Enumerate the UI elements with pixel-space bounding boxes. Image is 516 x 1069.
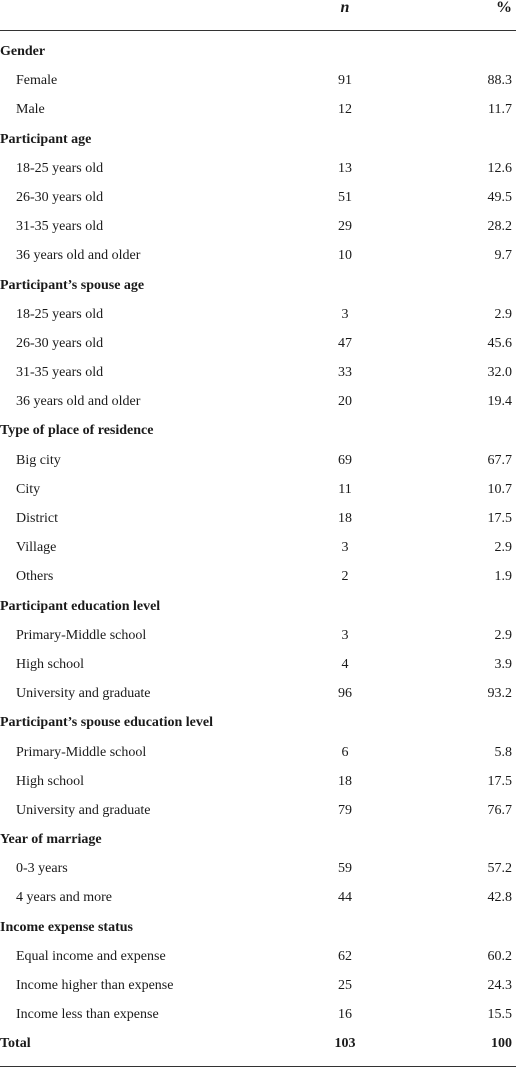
count-cell: 18 — [338, 511, 352, 526]
percent-cell: 2.9 — [494, 306, 512, 322]
percent-cell: 60.2 — [487, 948, 512, 964]
table-row — [0, 796, 516, 825]
percent-cell: 3.9 — [494, 656, 512, 672]
count-cell: 3 — [341, 540, 349, 556]
percent-cell: 15.5 — [487, 1007, 512, 1023]
category-row — [0, 416, 516, 445]
count-cell: 29 — [338, 219, 352, 235]
count-cell: 10 — [338, 248, 352, 264]
row-label: High school — [16, 773, 85, 789]
count-cell: 59 — [338, 861, 352, 877]
percent-cell: 19.4 — [487, 394, 512, 410]
table-row — [0, 300, 516, 329]
count-cell: 4 — [341, 656, 349, 672]
percent-cell: 9.7 — [494, 248, 512, 264]
count-cell: 20 — [338, 394, 352, 410]
percent-cell: 76.7 — [487, 802, 512, 818]
percent-cell: 11.7 — [488, 102, 512, 118]
row-label: 31-35 years old — [16, 365, 104, 381]
count-cell: 69 — [338, 452, 352, 468]
table-row — [0, 475, 516, 504]
count-cell: 62 — [338, 948, 352, 964]
table-row — [0, 504, 516, 533]
category-label: Year of marriage — [0, 832, 102, 848]
percent-cell: 1.9 — [494, 569, 512, 585]
percent-cell: 24.3 — [487, 978, 512, 993]
category-row — [0, 592, 516, 621]
count-cell: 91 — [338, 73, 352, 89]
count-cell: 44 — [338, 890, 352, 906]
table-row — [0, 679, 516, 708]
row-label: Primary-Middle school — [16, 627, 147, 643]
row-label: Village — [16, 540, 57, 556]
count-cell: 103 — [334, 1036, 356, 1052]
table-row — [0, 621, 516, 650]
row-label: Female — [16, 73, 58, 89]
row-label: 4 years and more — [16, 890, 113, 906]
category-row — [0, 708, 516, 737]
table-row — [0, 854, 516, 883]
column-header-n: n — [340, 0, 350, 16]
count-cell: 25 — [338, 978, 352, 993]
table-row — [0, 883, 516, 912]
row-label: 36 years old and older — [16, 394, 141, 410]
percent-cell: 32.0 — [487, 365, 512, 381]
percent-cell: 17.5 — [487, 773, 512, 789]
count-cell: 33 — [338, 365, 352, 381]
percent-cell: 49.5 — [487, 189, 512, 205]
percent-cell: 12.6 — [487, 160, 512, 176]
percent-cell: 5.8 — [494, 744, 512, 760]
percent-cell: 45.6 — [487, 335, 512, 351]
category-row — [0, 125, 516, 154]
percent-cell: 17.5 — [487, 511, 512, 526]
row-label: 18-25 years old — [16, 160, 104, 176]
table-row — [0, 241, 516, 270]
category-label: Income expense status — [0, 919, 133, 935]
row-label: Male — [16, 102, 45, 118]
row-label: 18-25 years old — [16, 306, 104, 322]
category-label: Participant’s spouse age — [0, 277, 145, 293]
row-label: Primary-Middle school — [16, 744, 147, 760]
percent-cell: 2.9 — [494, 627, 512, 643]
category-row — [0, 913, 516, 942]
row-label: Others — [16, 569, 54, 585]
count-cell: 6 — [341, 744, 349, 760]
count-cell: 13 — [338, 160, 352, 176]
row-label: District — [16, 511, 58, 526]
table-row — [0, 183, 516, 212]
table-row — [0, 66, 516, 95]
count-cell: 11 — [338, 481, 352, 497]
table-row — [0, 95, 516, 124]
percent-cell: 88.3 — [487, 73, 512, 89]
row-label: City — [16, 481, 41, 497]
row-label: High school — [16, 656, 85, 672]
count-cell: 96 — [338, 686, 352, 702]
row-label: 0-3 years — [16, 861, 68, 877]
table-row — [0, 562, 516, 591]
count-cell: 3 — [341, 627, 349, 643]
table-bottom-rule — [0, 1066, 516, 1067]
percent-cell: 2.9 — [494, 540, 512, 556]
row-label: Equal income and expense — [16, 948, 166, 964]
row-label: University and graduate — [16, 686, 151, 702]
table-header — [0, 0, 516, 31]
percent-cell: 42.8 — [487, 890, 512, 906]
row-label: 26-30 years old — [16, 335, 104, 351]
count-cell: 16 — [338, 1007, 352, 1023]
category-label: Participant age — [0, 131, 92, 147]
percent-cell: 67.7 — [487, 452, 512, 468]
category-label: Type of place of residence — [0, 423, 154, 439]
table-row — [0, 154, 516, 183]
percent-cell: 93.2 — [487, 686, 512, 702]
row-label: University and graduate — [16, 802, 151, 818]
row-label: Income less than expense — [16, 1007, 159, 1023]
table-row — [0, 446, 516, 475]
category-label: Participant’s spouse education level — [0, 715, 213, 731]
category-row — [0, 825, 516, 854]
count-cell: 79 — [338, 802, 352, 818]
percent-cell: 28.2 — [487, 219, 512, 235]
category-label: Participant education level — [0, 598, 161, 614]
row-label: 36 years old and older — [16, 248, 141, 264]
count-cell: 47 — [338, 335, 352, 351]
row-label: Big city — [16, 452, 61, 468]
table-row — [0, 533, 516, 562]
total-row — [0, 1029, 516, 1058]
category-row — [0, 271, 516, 300]
table-row — [0, 942, 516, 971]
count-cell: 3 — [341, 306, 349, 322]
count-cell: 12 — [338, 102, 352, 118]
table-row — [0, 767, 516, 796]
table-row — [0, 212, 516, 241]
category-label: Gender — [0, 44, 46, 59]
table-body — [0, 37, 516, 1059]
table-row — [0, 329, 516, 358]
table-row — [0, 971, 516, 1000]
column-header-percent: % — [496, 0, 512, 16]
percent-cell: 57.2 — [487, 861, 512, 877]
count-cell: 51 — [338, 189, 352, 205]
count-cell: 18 — [338, 773, 352, 789]
table-row — [0, 387, 516, 416]
row-label: 31-35 years old — [16, 219, 104, 235]
percent-cell: 100 — [491, 1036, 512, 1052]
row-label: Income higher than expense — [16, 978, 174, 993]
table-row — [0, 1000, 516, 1029]
table-row — [0, 738, 516, 767]
table-row — [0, 650, 516, 679]
category-row — [0, 37, 516, 66]
row-label: 26-30 years old — [16, 189, 104, 205]
table-row — [0, 358, 516, 387]
row-label: Total — [0, 1036, 31, 1052]
percent-cell: 10.7 — [487, 481, 512, 497]
count-cell: 2 — [341, 569, 349, 585]
